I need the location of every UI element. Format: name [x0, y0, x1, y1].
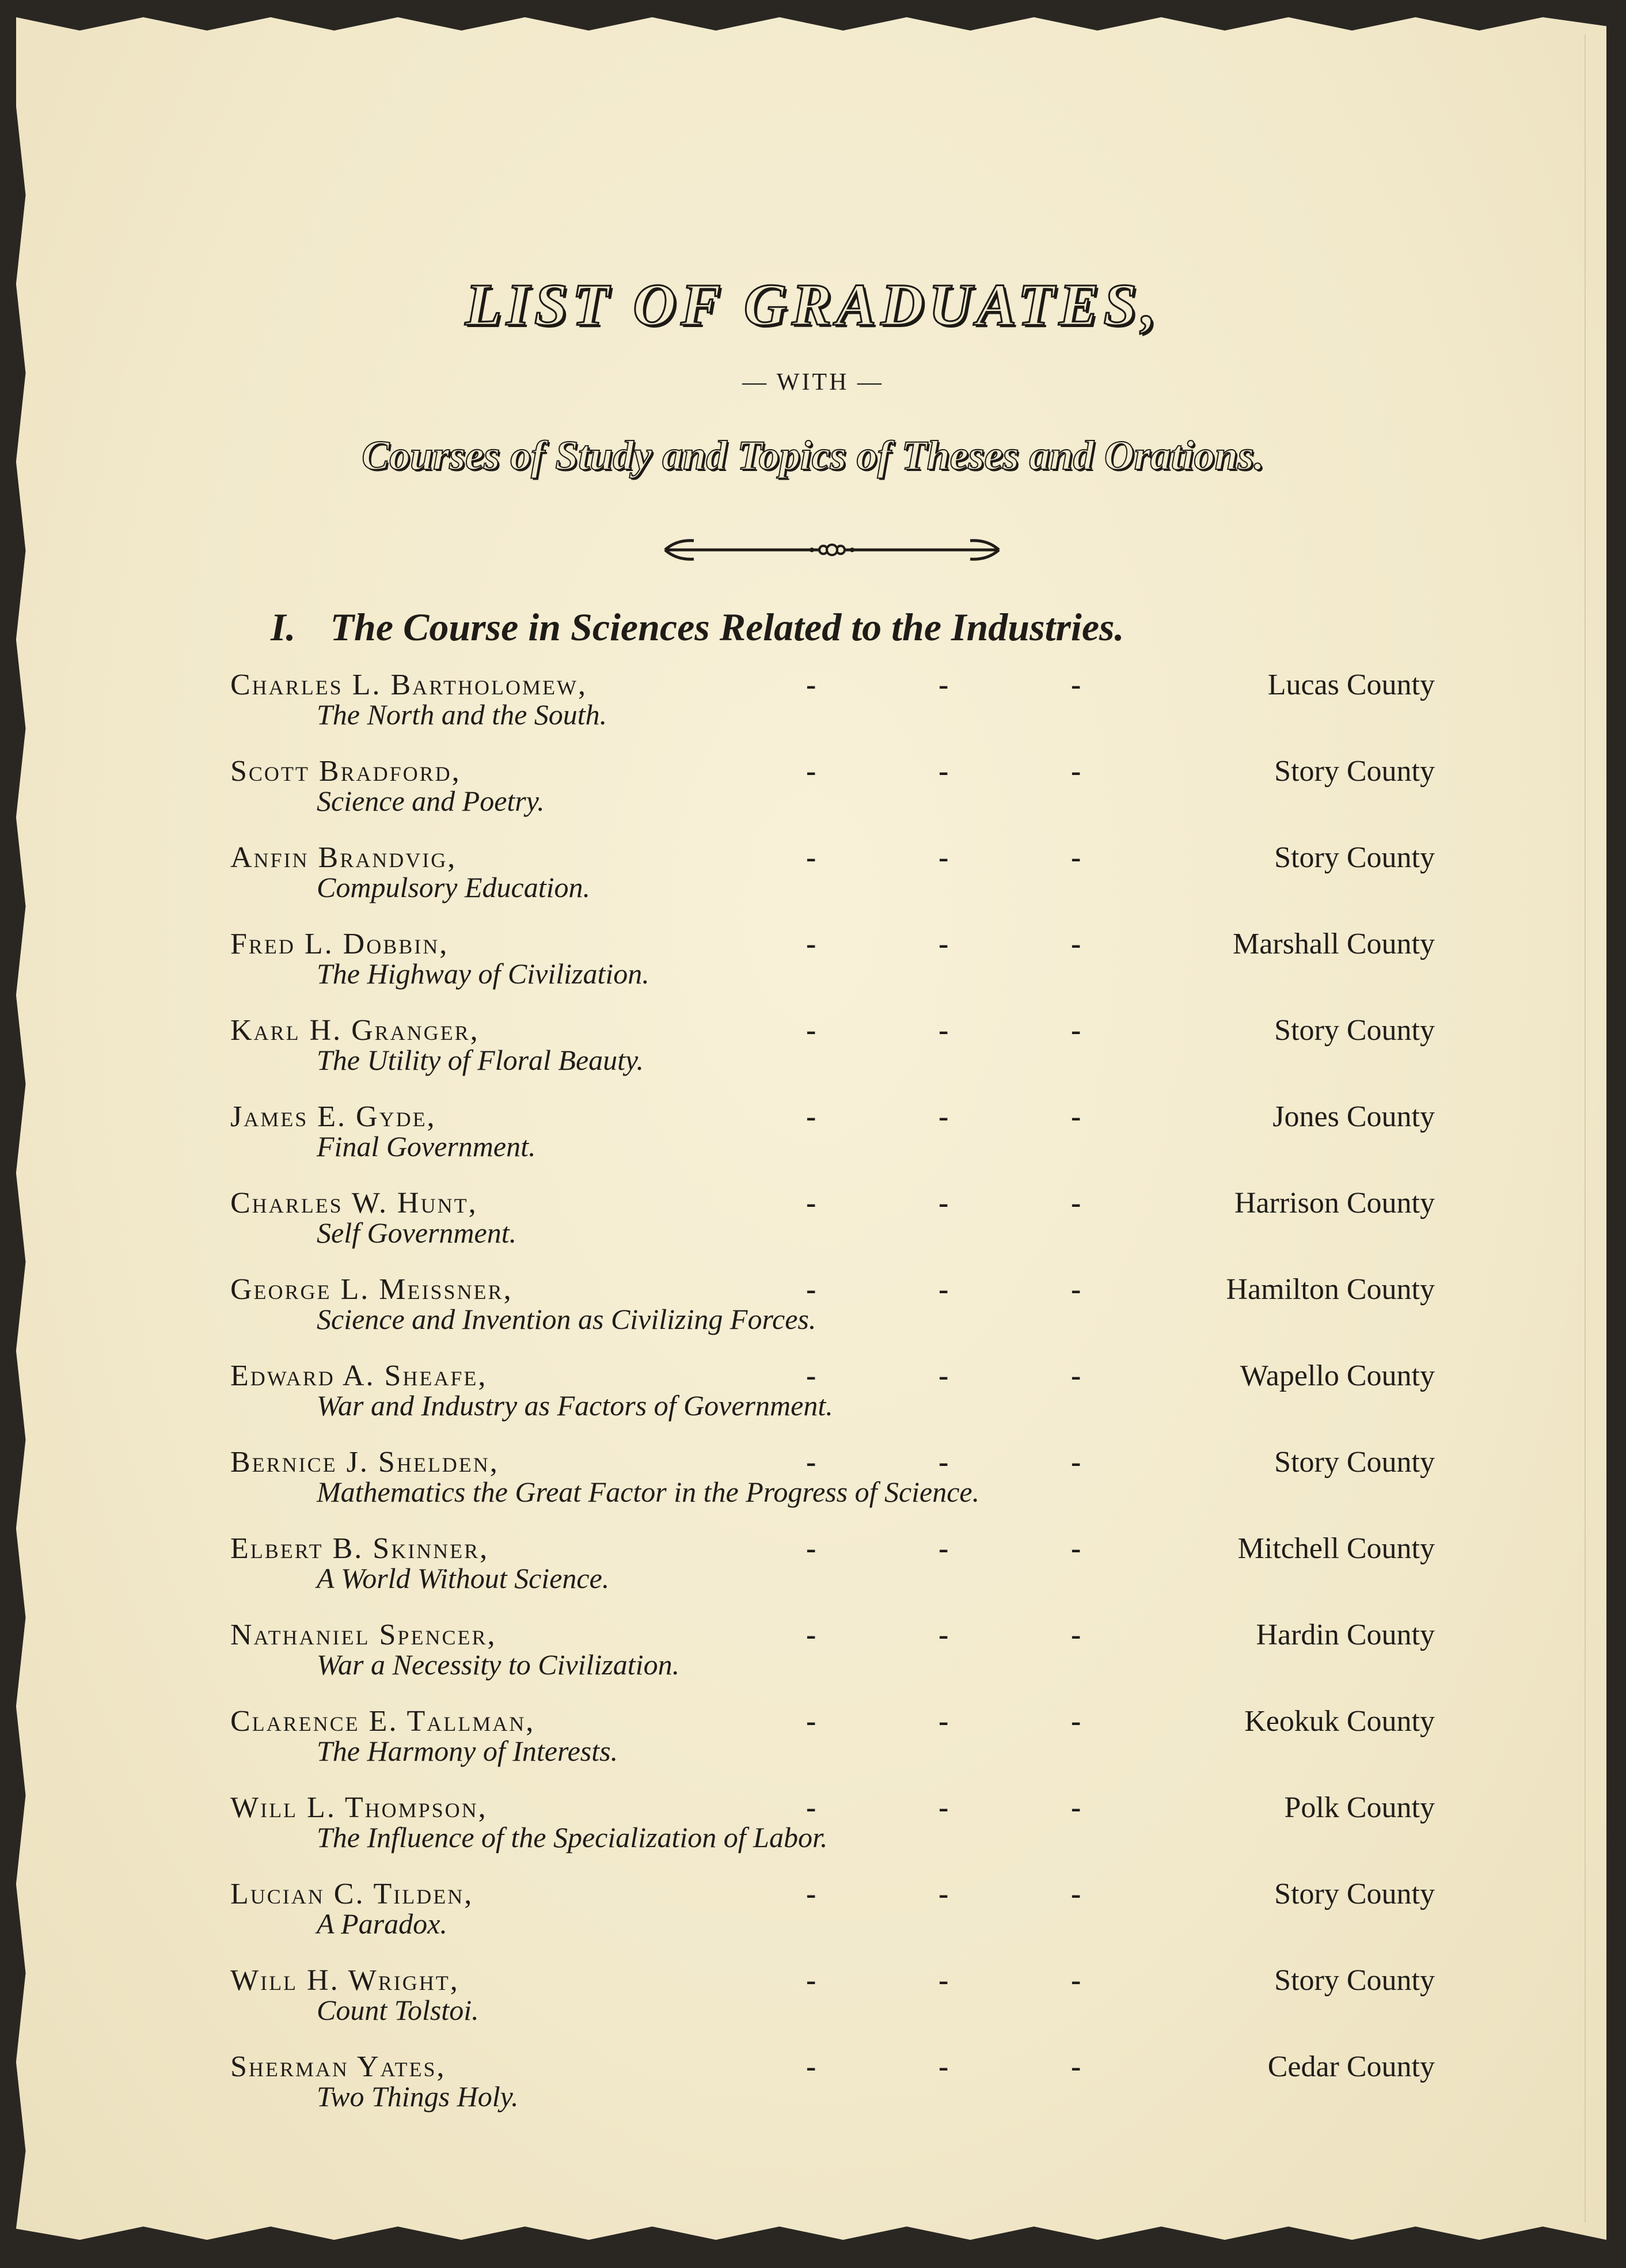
graduate-entry [0, 1272, 1626, 1359]
graduate-entry [0, 841, 1626, 927]
graduate-county: Keokuk County [1244, 1705, 1435, 1738]
graduate-topic: Science and Poetry. [317, 785, 545, 817]
graduate-entry [0, 927, 1626, 1013]
graduate-entry [0, 1013, 1626, 1100]
graduate-name: Fred L. Dobbin, [230, 928, 449, 960]
graduate-county: Marshall County [1233, 928, 1435, 960]
dot-leader: - [939, 841, 949, 874]
section-heading [271, 605, 1124, 650]
dot-leader: - [1071, 1878, 1081, 1910]
graduate-entry [0, 1791, 1626, 1877]
dot-leader: - [1071, 1014, 1081, 1047]
graduate-entry [0, 1532, 1626, 1618]
graduate-topic: A Paradox. [317, 1908, 447, 1940]
graduate-county: Hamilton County [1226, 1273, 1435, 1306]
graduate-name: Bernice J. Shelden, [230, 1446, 499, 1479]
graduate-name: Clarence E. Tallman, [230, 1705, 535, 1738]
dot-leader: - [1071, 1100, 1081, 1133]
graduate-topic: Two Things Holy. [317, 2080, 519, 2113]
graduate-name: Will H. Wright, [230, 1964, 459, 1997]
graduate-entry [0, 1704, 1626, 1791]
graduate-county: Story County [1274, 1878, 1435, 1910]
dot-leader: - [1071, 841, 1081, 874]
graduate-county: Wapello County [1240, 1359, 1435, 1392]
dot-leader: - [806, 1359, 816, 1392]
graduate-topic: Self Government. [317, 1217, 517, 1249]
dot-leader: - [806, 1878, 816, 1910]
dot-leader: - [806, 1619, 816, 1651]
graduate-topic: Science and Invention as Civilizing Forces. [317, 1303, 816, 1335]
dot-leader: - [939, 2050, 949, 2083]
dot-leader: - [806, 2050, 816, 2083]
graduate-county: Hardin County [1256, 1619, 1435, 1651]
graduate-entry [0, 754, 1626, 841]
graduate-county: Story County [1274, 1014, 1435, 1047]
graduate-county: Lucas County [1267, 668, 1435, 701]
dot-leader: - [806, 755, 816, 788]
graduate-entry [0, 1877, 1626, 1963]
dot-leader: - [1071, 1532, 1081, 1565]
dot-leader: - [806, 1964, 816, 1997]
dot-leader: - [806, 1446, 816, 1479]
graduate-entry [0, 1963, 1626, 2050]
dot-leader: - [1071, 1964, 1081, 1997]
graduate-entry [0, 1445, 1626, 1532]
dot-leader: - [939, 755, 949, 788]
dot-leader: - [939, 1619, 949, 1651]
dot-leader: - [1071, 2050, 1081, 2083]
graduate-county: Mitchell County [1237, 1532, 1435, 1565]
dot-leader: - [1071, 668, 1081, 701]
dot-leader: - [1071, 755, 1081, 788]
dot-leader: - [1071, 1273, 1081, 1306]
section-number: I. [271, 605, 296, 649]
with-line: — WITH — [742, 369, 884, 396]
graduate-topic: Mathematics the Great Factor in the Progress of Science. [317, 1476, 980, 1508]
dot-leader: - [806, 1791, 816, 1824]
page-title: LIST OF GRADUATES, [465, 272, 1161, 338]
dot-leader: - [939, 1705, 949, 1738]
dot-leader: - [806, 1014, 816, 1047]
graduate-name: Charles L. Bartholomew, [230, 668, 587, 701]
section-title: The Course in Sciences Related to the Industries. [330, 605, 1124, 649]
dot-leader: - [939, 1273, 949, 1306]
graduate-name: Elbert B. Skinner, [230, 1532, 489, 1565]
graduate-entry [0, 1100, 1626, 1186]
dot-leader: - [1071, 1359, 1081, 1392]
dot-leader: - [939, 668, 949, 701]
graduate-topic: The North and the South. [317, 698, 607, 731]
graduate-county: Jones County [1272, 1100, 1435, 1133]
graduate-topic: War and Industry as Factors of Government. [317, 1389, 833, 1422]
graduate-name: Edward A. Sheafe, [230, 1359, 488, 1392]
graduate-entry [0, 1618, 1626, 1704]
dot-leader: - [806, 1100, 816, 1133]
dot-leader: - [939, 1878, 949, 1910]
dot-leader: - [939, 1446, 949, 1479]
dot-leader: - [1071, 1187, 1081, 1220]
graduate-topic: The Influence of the Specialization of Labor. [317, 1821, 828, 1853]
dot-leader: - [939, 1359, 949, 1392]
graduate-name: Karl H. Granger, [230, 1014, 480, 1047]
graduate-name: Will L. Thompson, [230, 1791, 488, 1824]
graduate-county: Story County [1274, 1446, 1435, 1479]
graduate-county: Cedar County [1267, 2050, 1435, 2083]
graduate-topic: Final Government. [317, 1130, 536, 1163]
dot-leader: - [939, 1791, 949, 1824]
dot-leader: - [1071, 1619, 1081, 1651]
dot-leader: - [1071, 1791, 1081, 1824]
dot-leader: - [1071, 928, 1081, 960]
graduate-name: Nathaniel Spencer, [230, 1619, 497, 1651]
graduate-entry [0, 2050, 1626, 2136]
graduate-topic: Count Tolstoi. [317, 1994, 479, 2026]
graduate-county: Polk County [1284, 1791, 1435, 1824]
graduate-name: Lucian C. Tilden, [230, 1878, 474, 1910]
graduate-entry [0, 1186, 1626, 1272]
dot-leader: - [806, 841, 816, 874]
graduate-county: Story County [1274, 755, 1435, 788]
graduate-name: Charles W. Hunt, [230, 1187, 478, 1220]
graduate-county: Story County [1274, 841, 1435, 874]
graduate-entry [0, 1359, 1626, 1445]
dot-leader: - [806, 1273, 816, 1306]
graduate-topic: A World Without Science. [317, 1562, 610, 1594]
scroll-divider-icon [659, 533, 1005, 567]
dot-leader: - [806, 668, 816, 701]
dot-leader: - [806, 1705, 816, 1738]
graduate-county: Story County [1274, 1964, 1435, 1997]
dot-leader: - [939, 928, 949, 960]
graduate-name: James E. Gyde, [230, 1100, 436, 1133]
graduate-topic: The Harmony of Interests. [317, 1735, 618, 1767]
graduate-topic: The Highway of Civilization. [317, 958, 649, 990]
graduate-topic: Compulsory Education. [317, 871, 590, 903]
dot-leader: - [939, 1100, 949, 1133]
graduate-topic: The Utility of Floral Beauty. [317, 1044, 644, 1076]
graduate-entry [0, 668, 1626, 754]
dot-leader: - [1071, 1705, 1081, 1738]
dot-leader: - [939, 1187, 949, 1220]
dot-leader: - [939, 1964, 949, 1997]
dot-leader: - [806, 1187, 816, 1220]
graduate-topic: War a Necessity to Civilization. [317, 1648, 680, 1681]
dot-leader: - [1071, 1446, 1081, 1479]
graduate-name: Anfin Brandvig, [230, 841, 457, 874]
dot-leader: - [806, 1532, 816, 1565]
graduate-name: George L. Meissner, [230, 1273, 513, 1306]
page-subtitle: Courses of Study and Topics of Theses and Orations. [362, 432, 1264, 478]
dot-leader: - [806, 928, 816, 960]
graduate-name: Scott Bradford, [230, 755, 461, 788]
graduate-name: Sherman Yates, [230, 2050, 446, 2083]
graduate-county: Harrison County [1234, 1187, 1435, 1220]
dot-leader: - [939, 1014, 949, 1047]
dot-leader: - [939, 1532, 949, 1565]
